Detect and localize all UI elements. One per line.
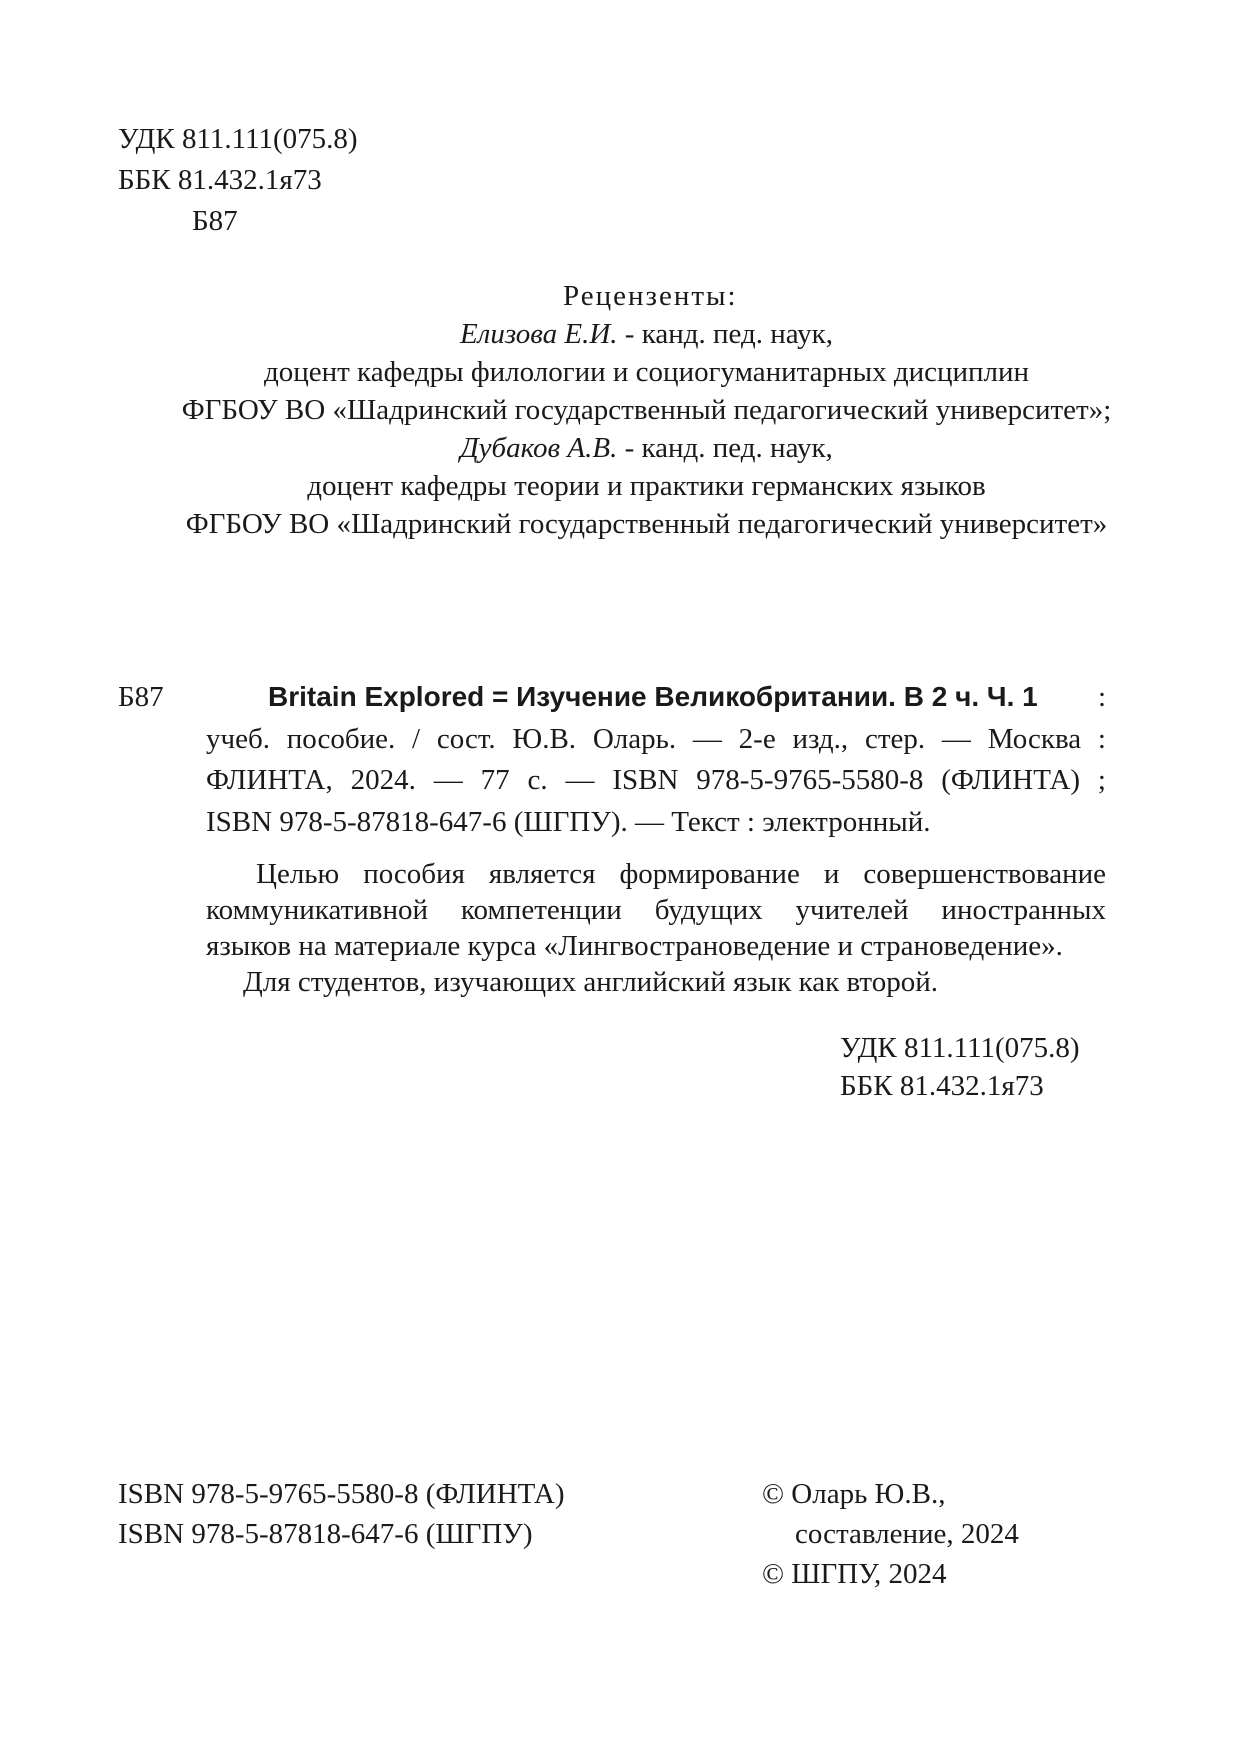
catalog-line-2: учеб. пособие. / сост. Ю.В. Оларь. — 2-е изд., стер. — Москва :: [206, 723, 1106, 755]
reviewer-1-name: Елизова Е.И.: [459, 318, 618, 350]
reviewer-2-line: [0, 434, 1241, 463]
annotation-line-1: Целью пособия является формирование и совершенствование: [256, 858, 1106, 890]
classification-bbk: ББК 81.432.1я73: [840, 1070, 1044, 1102]
footer-copyright-1: © Оларь Ю.В.,: [762, 1478, 946, 1510]
reviewer-2-name: Дубаков А.В.: [460, 432, 618, 464]
catalog-mark: Б87: [118, 681, 164, 713]
reviewer-2-org: ФГБОУ ВО «Шадринский государственный педагогический университет»: [185, 508, 1108, 540]
catalog-title-line: [268, 683, 1106, 712]
header-udk: УДК 811.111(075.8): [118, 123, 358, 155]
catalog-title-suffix: :: [1097, 681, 1106, 713]
reviewers-heading: Рецензенты:: [563, 280, 738, 312]
annotation-line-4: Для студентов, изучающих английский язык как второй.: [243, 966, 938, 998]
annotation-line-2: коммуникативной компетенции будущих учителей иностранных: [206, 894, 1106, 926]
catalog-line-3: ФЛИНТА, 2024. — 77 с. — ISBN 978-5-9765-5580-8 (ФЛИНТА) ;: [206, 764, 1106, 796]
reviewer-1-line: [0, 320, 1241, 349]
reviewer-2-position: доцент кафедры теории и практики германских языков: [307, 470, 986, 502]
annotation-line-3: языков на материале курса «Лингвострановедение и страноведение».: [206, 930, 1063, 962]
catalog-title: Britain Explored = Изучение Великобритании. В 2 ч. Ч. 1: [268, 681, 1038, 712]
reviewer-1-degree: - канд. пед. наук,: [617, 318, 834, 350]
reviewer-1-org: ФГБОУ ВО «Шадринский государственный педагогический университет»;: [181, 394, 1112, 426]
footer-isbn-2: ISBN 978-5-87818-647-6 (ШГПУ): [118, 1518, 533, 1550]
footer-copyright-1-cont: составление, 2024: [795, 1518, 1019, 1550]
reviewer-1-position: доцент кафедры филологии и социогуманитарных дисциплин: [263, 356, 1030, 388]
footer-copyright-2: © ШГПУ, 2024: [762, 1558, 947, 1590]
header-author-mark: Б87: [192, 205, 238, 237]
footer-isbn-1: ISBN 978-5-9765-5580-8 (ФЛИНТА): [118, 1478, 565, 1510]
catalog-line-4: ISBN 978-5-87818-647-6 (ШГПУ). — Текст : электронный.: [206, 806, 931, 838]
classification-udk: УДК 811.111(075.8): [840, 1032, 1080, 1064]
reviewer-2-degree: - канд. пед. наук,: [617, 432, 833, 464]
header-bbk: ББК 81.432.1я73: [118, 164, 322, 196]
